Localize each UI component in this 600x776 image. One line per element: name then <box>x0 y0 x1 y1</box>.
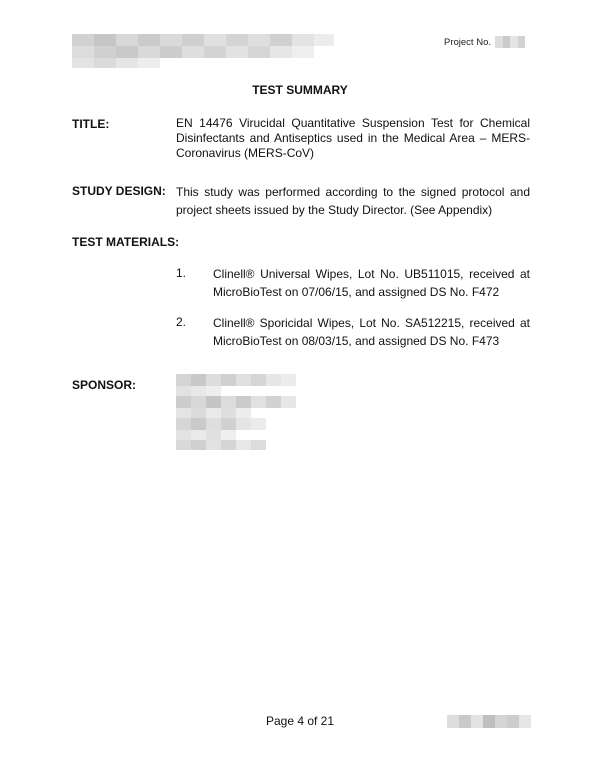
test-materials-label: TEST MATERIALS: <box>72 235 180 249</box>
test-material-item: Clinell® Universal Wipes, Lot No. UB511015, received at MicroBioTest on 07/06/15, and assigned DS No. F472 <box>213 267 530 299</box>
sponsor-label: SPONSOR: <box>72 378 137 392</box>
test-material-number: 2. <box>176 315 187 329</box>
page-title: TEST SUMMARY <box>252 83 348 97</box>
title-label: TITLE: <box>72 117 110 131</box>
project-number <box>444 36 525 48</box>
study-design-text: This study was performed according to the signed protocol and project sheets issued by the Study Director. (See Appendix) <box>176 185 530 217</box>
study-design-label: STUDY DESIGN: <box>72 184 166 198</box>
title-text: EN 14476 Virucidal Quantitative Suspension Test for Chemical Disinfectants and Antiseptics used in the Medical Area – MERS-Coronavirus (MERS-CoV) <box>176 116 530 160</box>
test-material-item: Clinell® Sporicidal Wipes, Lot No. SA512215, received at MicroBioTest on 08/03/15, and assigned DS No. F473 <box>213 316 530 348</box>
redacted-footer-code <box>447 715 531 728</box>
test-material-number: 1. <box>176 266 187 280</box>
page-number: Page 4 of 21 <box>265 714 335 728</box>
project-number-label: Project No. <box>444 36 491 48</box>
redacted-header-logo <box>72 34 334 68</box>
redacted-sponsor-address <box>176 374 296 450</box>
redacted-project-number <box>495 36 525 48</box>
